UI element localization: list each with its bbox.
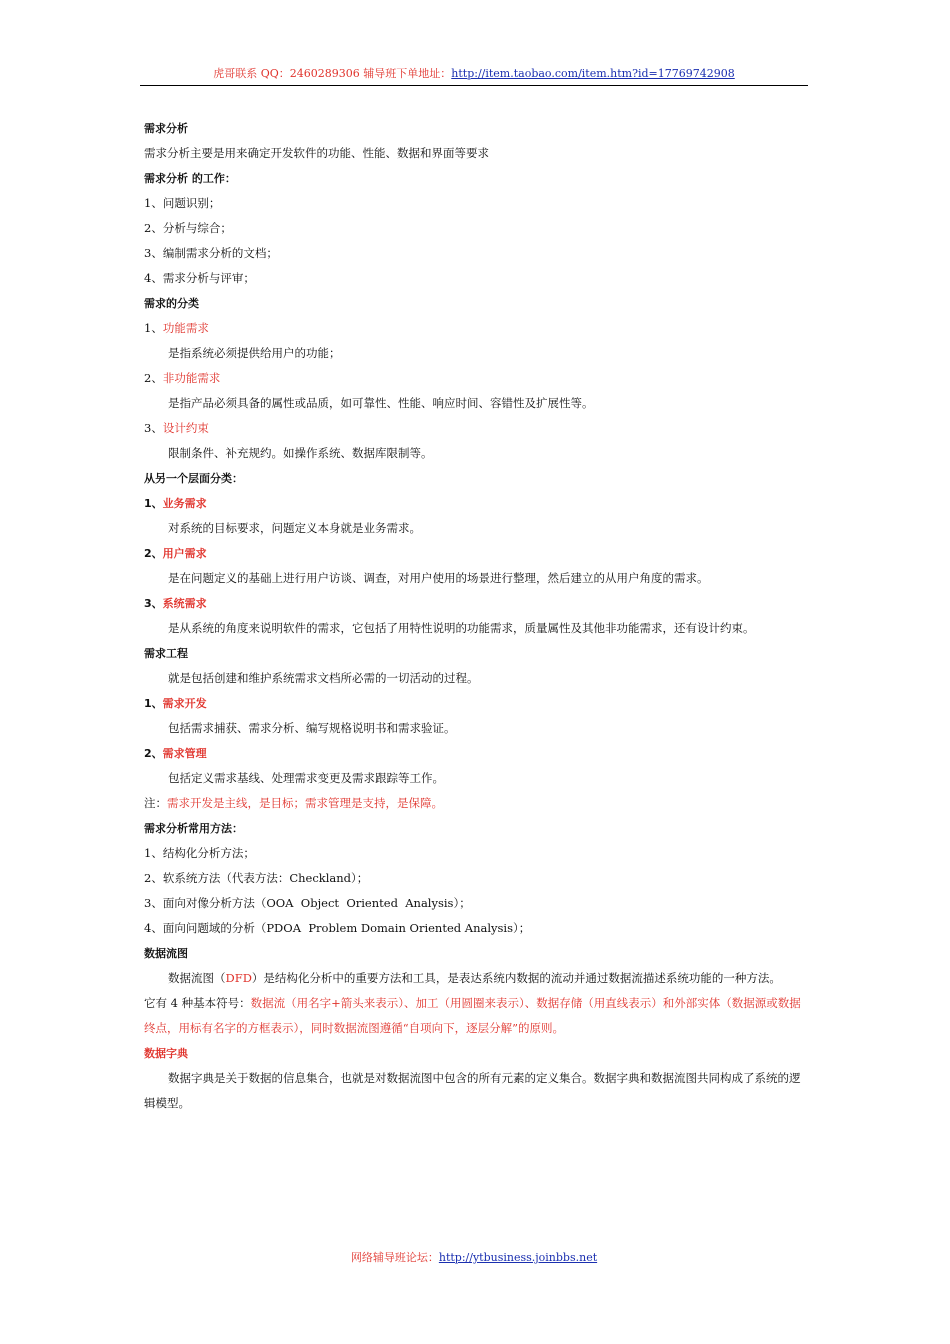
section-title: 数据字典 — [144, 1047, 188, 1060]
list-item — [144, 491, 808, 516]
item-number: 1、 — [144, 497, 163, 510]
section-title: 需求分析常用方法： — [144, 822, 243, 835]
paragraph — [144, 966, 808, 991]
note-label: 注： — [144, 796, 167, 810]
item-number: 3、 — [144, 597, 163, 610]
dfd-term: DFD — [225, 971, 252, 985]
item-description: 包括需求捕获、需求分析、编写规格说明书和需求验证。 — [168, 721, 456, 735]
list-item: 2、软系统方法（代表方法：Checkland）； — [144, 871, 369, 885]
item-description: 是在问题定义的基础上进行用户访谈、调查，对用户使用的场景进行整理，然后建立的从用户角度的需求。 — [168, 571, 709, 585]
item-description: 是指系统必须提供给用户的功能； — [168, 346, 341, 360]
list-item — [144, 691, 808, 716]
list-item — [144, 591, 808, 616]
item-description: 对系统的目标要求，问题定义本身就是业务需求。 — [168, 521, 421, 535]
note — [144, 791, 808, 816]
list-item: 2、分析与综合； — [144, 221, 232, 235]
page-header — [140, 64, 808, 84]
paragraph: 数据字典是关于数据的信息集合，也就是对数据流图中包含的所有元素的定义集合。数据字典和数据流图共同构成了系统的逻辑模型。 — [144, 1071, 801, 1110]
header-link[interactable]: http://item.taobao.com/item.htm?id=17769742908 — [451, 67, 735, 80]
item-name: 设计约束 — [162, 421, 209, 435]
symbols-description: 数据流（用名字+箭头来表示）、加工（用圆圈来表示）、数据存储（用直线表示）和外部实体（数据源或数据终点，用标有名字的方框表示），同时数据流图遵循“自项向下，逐层分解”的原则。 — [144, 996, 801, 1035]
list-item: 3、面向对像分析方法（OOA Object Oriented Analysis）； — [144, 896, 471, 910]
list-item: 4、需求分析与评审； — [144, 271, 255, 285]
item-name: 业务需求 — [162, 497, 207, 510]
list-item — [144, 541, 808, 566]
section-title: 需求分析 — [144, 122, 188, 135]
section-title: 数据流图 — [144, 947, 188, 960]
section-title: 需求工程 — [144, 647, 188, 660]
item-description: 是从系统的角度来说明软件的需求，它包括了用特性说明的功能需求，质量属性及其他非功能需求，还有设计约束。 — [168, 621, 755, 635]
note-text: 需求开发是主线，是目标；需求管理是支持，是保障。 — [167, 796, 443, 810]
item-name: 需求管理 — [162, 747, 207, 760]
paragraph — [144, 991, 808, 1041]
item-name: 需求开发 — [162, 697, 207, 710]
item-description: 是指产品必须具备的属性或品质，如可靠性、性能、响应时间、容错性及扩展性等。 — [168, 396, 594, 410]
section-title: 需求的分类 — [144, 297, 199, 310]
list-item: 1、结构化分析方法； — [144, 846, 255, 860]
header-divider — [140, 85, 808, 86]
footer-text: 网络辅导班论坛： — [350, 1251, 439, 1264]
document-body — [144, 116, 808, 1116]
page-footer — [140, 1248, 808, 1268]
item-name: 功能需求 — [162, 321, 209, 335]
section-title: 从另一个层面分类： — [144, 472, 243, 485]
text-segment: 数据流图（ — [168, 971, 226, 985]
item-name: 系统需求 — [162, 597, 207, 610]
list-item — [144, 741, 808, 766]
list-item — [144, 316, 808, 341]
header-text: 虎哥联系 QQ：2460289306 辅导班下单地址： — [213, 67, 452, 80]
item-number: 1、 — [144, 697, 163, 710]
list-item: 3、编制需求分析的文档； — [144, 246, 278, 260]
item-number: 2、 — [144, 547, 163, 560]
section-title: 需求分析 的工作： — [144, 172, 236, 185]
paragraph: 需求分析主要是用来确定开发软件的功能、性能、数据和界面等要求 — [144, 146, 489, 160]
item-number: 2、 — [144, 371, 163, 385]
list-item — [144, 366, 808, 391]
item-name: 用户需求 — [162, 547, 207, 560]
item-number: 1、 — [144, 321, 163, 335]
item-name: 非功能需求 — [162, 371, 221, 385]
text-segment: ）是结构化分析中的重要方法和工具，是表达系统内数据的流动并通过数据流描述系统功能的一种方法。 — [251, 971, 781, 985]
list-item: 4、面向问题域的分析（PDOA Problem Domain Oriented Analysis）； — [144, 921, 531, 935]
list-item — [144, 416, 808, 441]
list-item: 1、问题识别； — [144, 196, 221, 210]
footer-link[interactable]: http://ytbusiness.joinbbs.net — [438, 1251, 598, 1264]
paragraph: 就是包括创建和维护系统需求文档所必需的一切活动的过程。 — [168, 671, 479, 685]
item-number: 3、 — [144, 421, 163, 435]
item-number: 2、 — [144, 747, 163, 760]
text-segment: 它有 4 种基本符号： — [144, 996, 251, 1010]
item-description: 包括定义需求基线、处理需求变更及需求跟踪等工作。 — [168, 771, 444, 785]
item-description: 限制条件、补充规约。如操作系统、数据库限制等。 — [168, 446, 433, 460]
